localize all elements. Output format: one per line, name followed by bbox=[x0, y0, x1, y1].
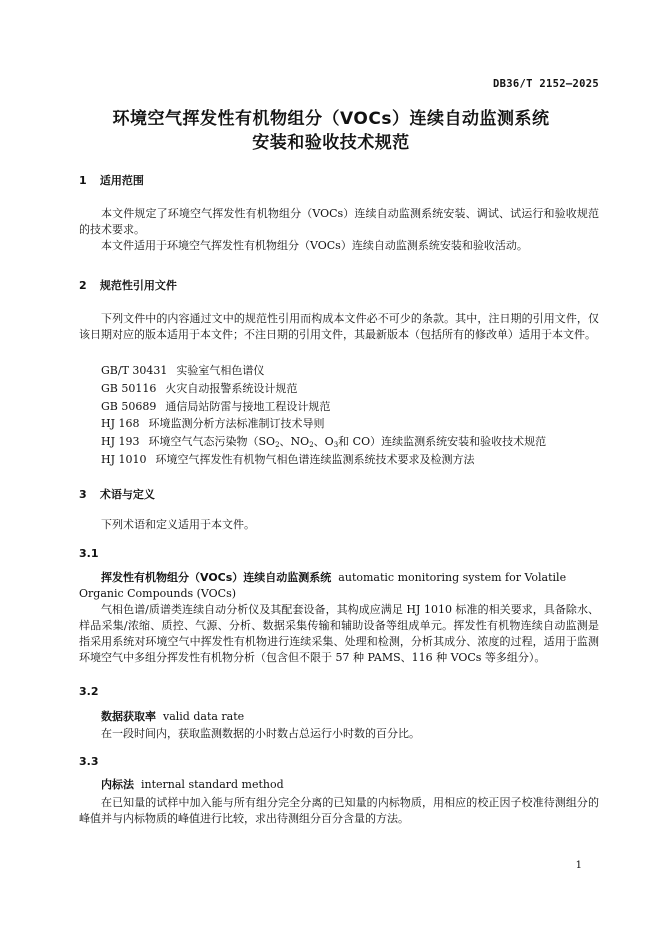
reference-item bbox=[101, 451, 475, 467]
reference-title: 实验室气相色谱仪 bbox=[176, 364, 265, 377]
reference-title: 通信局站防雷与接地工程设计规范 bbox=[165, 400, 331, 413]
term-chinese: 数据获取率 bbox=[101, 710, 156, 723]
reference-code: GB/T 30431 bbox=[101, 364, 168, 377]
subscript: 2 bbox=[275, 441, 280, 449]
reference-item bbox=[101, 380, 297, 396]
section-2-heading bbox=[79, 277, 177, 293]
section-1-paragraph-2: 本文件适用于环境空气挥发性有机物组分（VOCs）连续自动监测系统安装和验收活动。 bbox=[101, 239, 528, 252]
term-english: automatic monitoring system for Volatile Organic Compounds (VOCs) bbox=[79, 571, 567, 600]
reference-item bbox=[101, 433, 546, 449]
reference-code: GB 50689 bbox=[101, 400, 157, 413]
reference-title: 环境空气挥发性有机物气相色谱连续监测系统技术要求及检测方法 bbox=[155, 453, 475, 466]
reference-code: HJ 168 bbox=[101, 417, 140, 430]
term-definition: 在已知量的试样中加入能与所有组分完全分离的已知量的内标物质，用相应的校正因子校准待测组分的峰值并与内标物质的峰值进行比较，求出待测组分百分含量的方法。 bbox=[79, 796, 599, 825]
term-definition: 在一段时间内，获取监测数据的小时数占总运行小时数的百分比。 bbox=[101, 727, 420, 740]
section-3-intro: 下列术语和定义适用于本文件。 bbox=[101, 518, 255, 531]
term-number: 3.3 bbox=[79, 755, 99, 768]
section-number: 2 bbox=[79, 279, 87, 292]
standard-number: DB36/T 2152—2025 bbox=[493, 78, 599, 90]
term-title bbox=[79, 570, 599, 602]
term-english: valid data rate bbox=[163, 710, 245, 723]
section-number: 3 bbox=[79, 488, 87, 501]
reference-item bbox=[101, 415, 325, 431]
section-title: 适用范围 bbox=[99, 174, 144, 187]
reference-title-part: 、O bbox=[313, 435, 334, 448]
document-title-line1: 环境空气挥发性有机物组分（VOCs）连续自动监测系统 bbox=[112, 109, 550, 129]
term-chinese: 内标法 bbox=[101, 778, 134, 791]
reference-title-part: 环境空气气态污染物（SO bbox=[148, 435, 276, 448]
subscript: 2 bbox=[309, 441, 314, 449]
section-2-intro: 下列文件中的内容通过文中的规范性引用而构成本文件必不可少的条款。其中，注日期的引用文件，仅该日期对应的版本适用于本文件；不注日期的引用文件，其最新版本（包括所有的修改单）适用于本文件。 bbox=[79, 312, 599, 341]
term-definition: 气相色谱/质谱类连续自动分析仪及其配套设备，其构成应满足 HJ 1010 标准的相关要求，具备除水、样品采集/浓缩、质控、气源、分析、数据采集传输和辅助设备等组成单元。挥发性有机物连续自动监测是指采用系统对环境空气中挥发性有机物进行连续采集、处理和检测，分析其成分、浓度的过程，适用于监测环境空气中多组分挥发性有机物分析（包含但不限于 57 种 PAMS、116 种 VOCs 等多组分）。 bbox=[79, 603, 599, 664]
reference-title: 环境监测分析方法标准制订技术导则 bbox=[148, 417, 325, 430]
section-number: 1 bbox=[79, 174, 87, 187]
section-title: 术语与定义 bbox=[99, 488, 155, 501]
term-number: 3.2 bbox=[79, 685, 99, 698]
section-1-paragraph-1: 本文件规定了环境空气挥发性有机物组分（VOCs）连续自动监测系统安装、调试、试运行和验收规范的技术要求。 bbox=[79, 207, 599, 236]
term-title bbox=[79, 777, 599, 793]
term-english: internal standard method bbox=[141, 778, 284, 791]
subscript: 3 bbox=[333, 441, 339, 449]
document-title-line2: 安装和验收技术规范 bbox=[252, 133, 410, 153]
section-3-heading bbox=[79, 486, 155, 502]
reference-code: HJ 193 bbox=[101, 435, 140, 448]
reference-title: 火灾自动报警系统设计规范 bbox=[165, 382, 298, 395]
reference-title-part: 、NO bbox=[279, 435, 310, 448]
reference-item bbox=[101, 362, 264, 378]
reference-code: HJ 1010 bbox=[101, 453, 147, 466]
reference-item bbox=[101, 398, 330, 414]
reference-title-part: 和 CO）连续监测系统安装和验收技术规范 bbox=[338, 435, 547, 448]
reference-code: GB 50116 bbox=[101, 382, 157, 395]
page-number: 1 bbox=[575, 860, 582, 871]
term-number: 3.1 bbox=[79, 547, 99, 560]
section-1-heading bbox=[79, 172, 144, 188]
section-title: 规范性引用文件 bbox=[99, 279, 177, 292]
term-chinese: 挥发性有机物组分（VOCs）连续自动监测系统 bbox=[101, 571, 332, 584]
term-title bbox=[79, 709, 599, 725]
